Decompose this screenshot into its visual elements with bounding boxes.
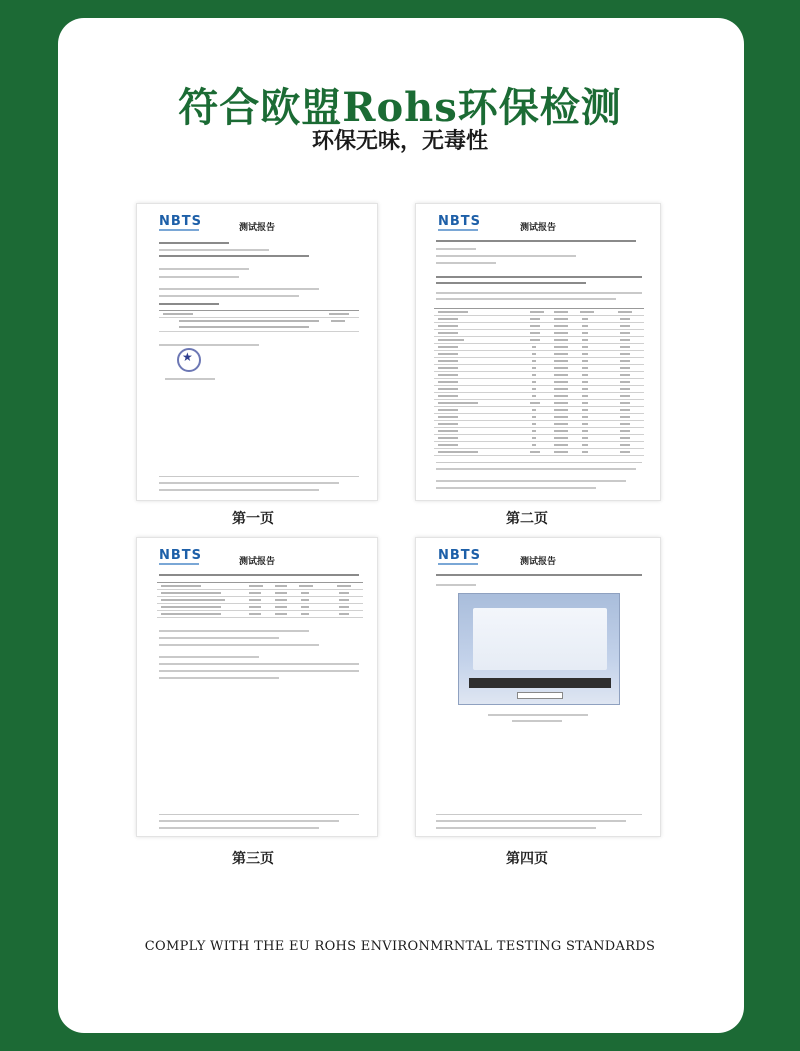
text-line (436, 468, 636, 470)
nbts-logo: NBTS (159, 548, 203, 563)
table-row (434, 400, 644, 407)
text-line (436, 298, 616, 300)
text-line (159, 574, 359, 576)
table-row (159, 311, 359, 318)
table-row (157, 590, 363, 597)
text-line (159, 644, 319, 646)
report-title: 测试报告 (238, 557, 275, 567)
text-line (512, 720, 562, 722)
table-row (157, 597, 363, 604)
text-line (159, 827, 319, 829)
table-row (434, 365, 644, 372)
table-row (434, 421, 644, 428)
text-line (159, 249, 269, 251)
result-table (159, 310, 359, 332)
table-row (434, 330, 644, 337)
text-line (159, 630, 309, 632)
text-line (159, 482, 339, 484)
text-line (436, 255, 576, 257)
sample-photo (458, 593, 620, 705)
report-page-3 (136, 537, 378, 837)
footer-line (159, 814, 359, 815)
table-row (434, 309, 644, 316)
text-line (159, 820, 339, 822)
text-line (436, 276, 642, 278)
text-line (436, 820, 626, 822)
result-table (434, 308, 644, 456)
content-card (58, 18, 744, 1033)
text-line (159, 637, 279, 639)
report-title: 测试报告 (519, 557, 556, 567)
page-caption-1: 第一页 (232, 511, 274, 527)
table-row (434, 428, 644, 435)
page-caption-2: 第二页 (506, 511, 548, 527)
text-line (436, 584, 476, 586)
table-row (157, 583, 363, 590)
text-line (159, 677, 279, 679)
page-caption-3: 第三页 (232, 851, 274, 867)
report-title: 测试报告 (519, 223, 556, 233)
table-row (434, 351, 644, 358)
footer-line (436, 814, 642, 815)
star-icon: ★ (182, 350, 193, 364)
text-line (436, 292, 642, 294)
table-row (434, 442, 644, 449)
text-line (159, 295, 299, 297)
table-row (434, 414, 644, 421)
report-page-2 (415, 203, 661, 501)
table-row (157, 604, 363, 611)
text-line (436, 574, 642, 576)
report-page-1 (136, 203, 378, 501)
page-title: 符合欧盟Rohs环保检测 (178, 84, 622, 131)
text-line (436, 240, 636, 242)
result-table (157, 582, 363, 618)
nbts-logo: NBTS (159, 214, 203, 229)
sample-sheet (473, 608, 607, 670)
table-row (434, 323, 644, 330)
text-line (436, 480, 626, 482)
page-subtitle: 环保无味，无毒性 (311, 129, 488, 154)
table-row (434, 393, 644, 400)
footer-statement: COMPLY WITH THE EU ROHS ENVIRONMRNTAL TESTING STANDARDS (144, 939, 656, 954)
table-row (434, 379, 644, 386)
sample-strip (469, 678, 611, 688)
text-line (159, 242, 229, 244)
sample-label (517, 692, 563, 699)
text-line (159, 268, 249, 270)
table-row (434, 337, 644, 344)
table-row (434, 449, 644, 456)
table-row (434, 344, 644, 351)
table-row (434, 435, 644, 442)
text-line (488, 714, 588, 716)
text-line (159, 303, 219, 305)
text-line (436, 487, 596, 489)
text-line (159, 344, 259, 346)
text-line (436, 248, 476, 250)
nbts-logo: NBTS (438, 548, 482, 563)
table-row (434, 386, 644, 393)
text-line (159, 670, 359, 672)
text-line (159, 489, 319, 491)
text-line (159, 656, 259, 658)
report-title: 测试报告 (238, 223, 275, 233)
text-line (436, 262, 496, 264)
text-line (159, 276, 239, 278)
page-caption-4: 第四页 (506, 851, 548, 867)
table-row (434, 372, 644, 379)
table-row (157, 611, 363, 618)
table-row (159, 318, 359, 332)
text-line (165, 378, 215, 380)
text-line (159, 255, 309, 257)
text-line (159, 288, 319, 290)
footer-line (159, 476, 359, 477)
text-line (436, 827, 596, 829)
text-line (436, 282, 586, 284)
footer-line (436, 462, 642, 463)
table-row (434, 316, 644, 323)
table-row (434, 407, 644, 414)
report-page-4 (415, 537, 661, 837)
text-line (159, 663, 359, 665)
nbts-logo: NBTS (438, 214, 482, 229)
table-row (434, 358, 644, 365)
